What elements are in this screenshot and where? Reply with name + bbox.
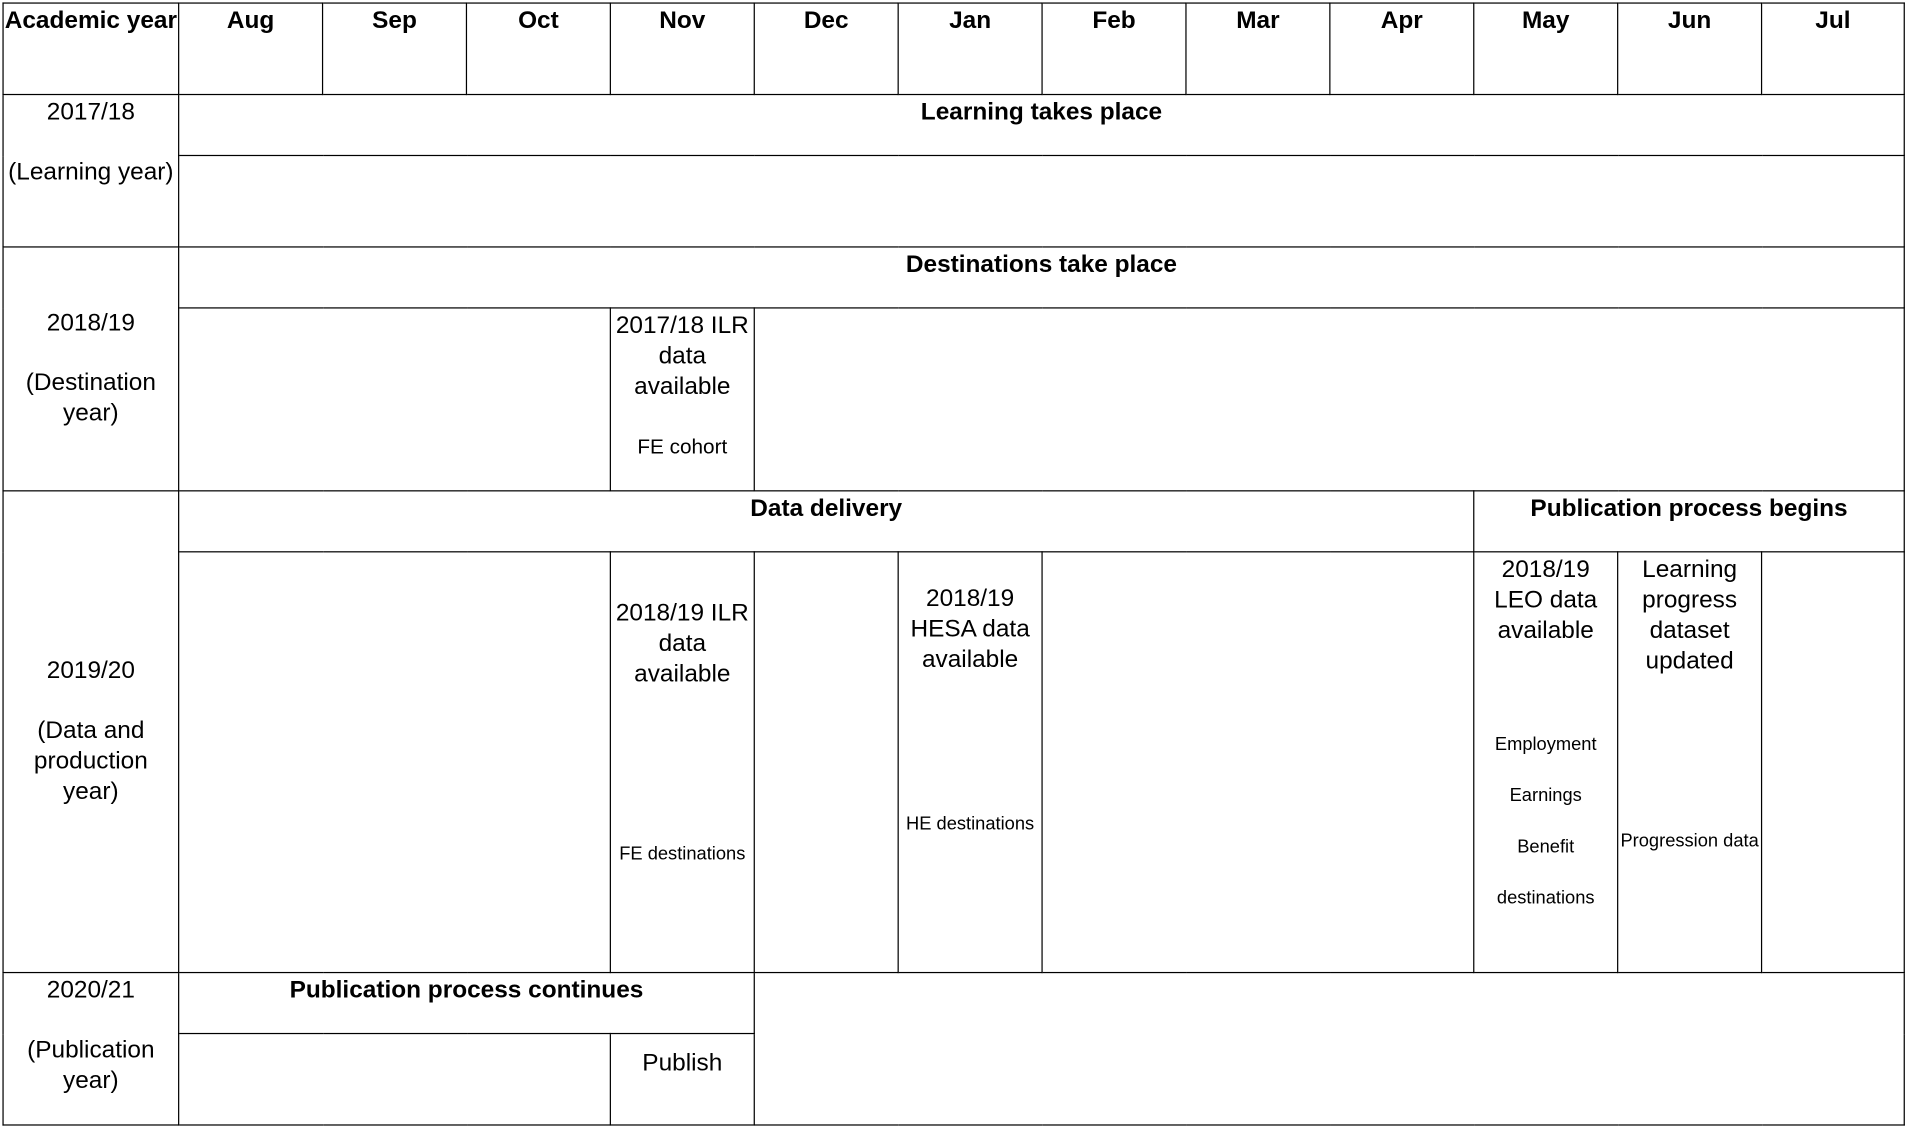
leo-2018-cell <box>1474 552 1618 973</box>
fe-cohort-note: FE cohort <box>637 435 728 459</box>
header-month-dec: Dec <box>754 3 898 94</box>
row-2020-band <box>3 973 1904 1034</box>
leo-note-destinations: destinations <box>1496 887 1595 909</box>
empty-cell <box>1762 552 1905 973</box>
ilr-2017-available-text: 2017/18 ILR data available <box>615 312 749 400</box>
academic-timeline-table <box>2 2 1904 1125</box>
header-month-jul: Jul <box>1762 3 1905 94</box>
empty-cell <box>1042 552 1474 973</box>
year-cell-2019 <box>3 491 179 973</box>
year-cell-2020 <box>3 973 179 1125</box>
header-month-may: May <box>1474 3 1618 94</box>
year-description: (Learning year) <box>8 158 174 186</box>
empty-cell <box>179 308 611 491</box>
row-2019-band <box>3 491 1904 552</box>
learning-band: Learning takes place <box>179 95 1905 156</box>
row-2018-body <box>3 308 1904 491</box>
learning-progress-cell <box>1618 552 1762 973</box>
publish-cell: Publish <box>610 1034 754 1125</box>
header-month-jan: Jan <box>898 3 1042 94</box>
header-academic-year: Academic year <box>3 3 179 94</box>
year-cell-2017 <box>3 95 179 247</box>
header-month-nov: Nov <box>610 3 754 94</box>
he-destinations-note: HE destinations <box>906 813 1035 835</box>
publication-continues-band: Publication process continues <box>179 973 755 1034</box>
ilr-2018-cell <box>610 552 754 973</box>
fe-destinations-note: FE destinations <box>619 843 746 865</box>
row-2017-body <box>3 155 1904 246</box>
leo-note-benefit: Benefit <box>1517 836 1575 858</box>
year-label: 2017/18 <box>46 98 135 126</box>
row-2018-band <box>3 247 1904 308</box>
year-label: 2019/20 <box>46 657 135 685</box>
ilr-2017-cell <box>610 308 754 491</box>
empty-cell <box>754 308 1904 491</box>
header-month-mar: Mar <box>1186 3 1330 94</box>
leo-2018-available-text: 2018/19 LEO data available <box>1494 556 1598 644</box>
progression-data-note: Progression data <box>1620 830 1759 852</box>
empty-cell <box>754 973 1904 1125</box>
empty-cell <box>754 552 898 973</box>
row-2019-body <box>3 552 1904 973</box>
year-cell-2018 <box>3 247 179 491</box>
year-label: 2018/19 <box>46 309 135 337</box>
data-delivery-band: Data delivery <box>179 491 1474 552</box>
header-month-oct: Oct <box>466 3 610 94</box>
year-description: (Data and production year) <box>33 717 148 805</box>
header-row <box>3 3 1904 94</box>
year-label: 2020/21 <box>46 976 135 1004</box>
header-month-sep: Sep <box>323 3 467 94</box>
empty-cell <box>179 155 1905 246</box>
learning-progress-text: Learning progress dataset updated <box>1642 556 1738 675</box>
hesa-2018-available-text: 2018/19 HESA data available <box>910 585 1030 674</box>
header-month-apr: Apr <box>1330 3 1474 94</box>
ilr-2018-available-text: 2018/19 ILR data available <box>615 599 749 688</box>
leo-notes-list <box>1474 734 1617 910</box>
publication-begins-band: Publication process begins <box>1474 491 1904 552</box>
header-month-aug: Aug <box>179 3 323 94</box>
empty-cell <box>179 552 611 973</box>
row-2017-band <box>3 95 1904 156</box>
leo-note-employment: Employment <box>1494 734 1597 755</box>
year-description: (Publication year) <box>27 1036 155 1094</box>
header-month-jun: Jun <box>1618 3 1762 94</box>
leo-note-earnings: Earnings <box>1509 785 1582 807</box>
empty-cell <box>179 1034 611 1125</box>
destinations-band: Destinations take place <box>179 247 1905 308</box>
hesa-2018-cell <box>898 552 1042 973</box>
header-month-feb: Feb <box>1042 3 1186 94</box>
year-description: (Destination year) <box>25 369 156 427</box>
